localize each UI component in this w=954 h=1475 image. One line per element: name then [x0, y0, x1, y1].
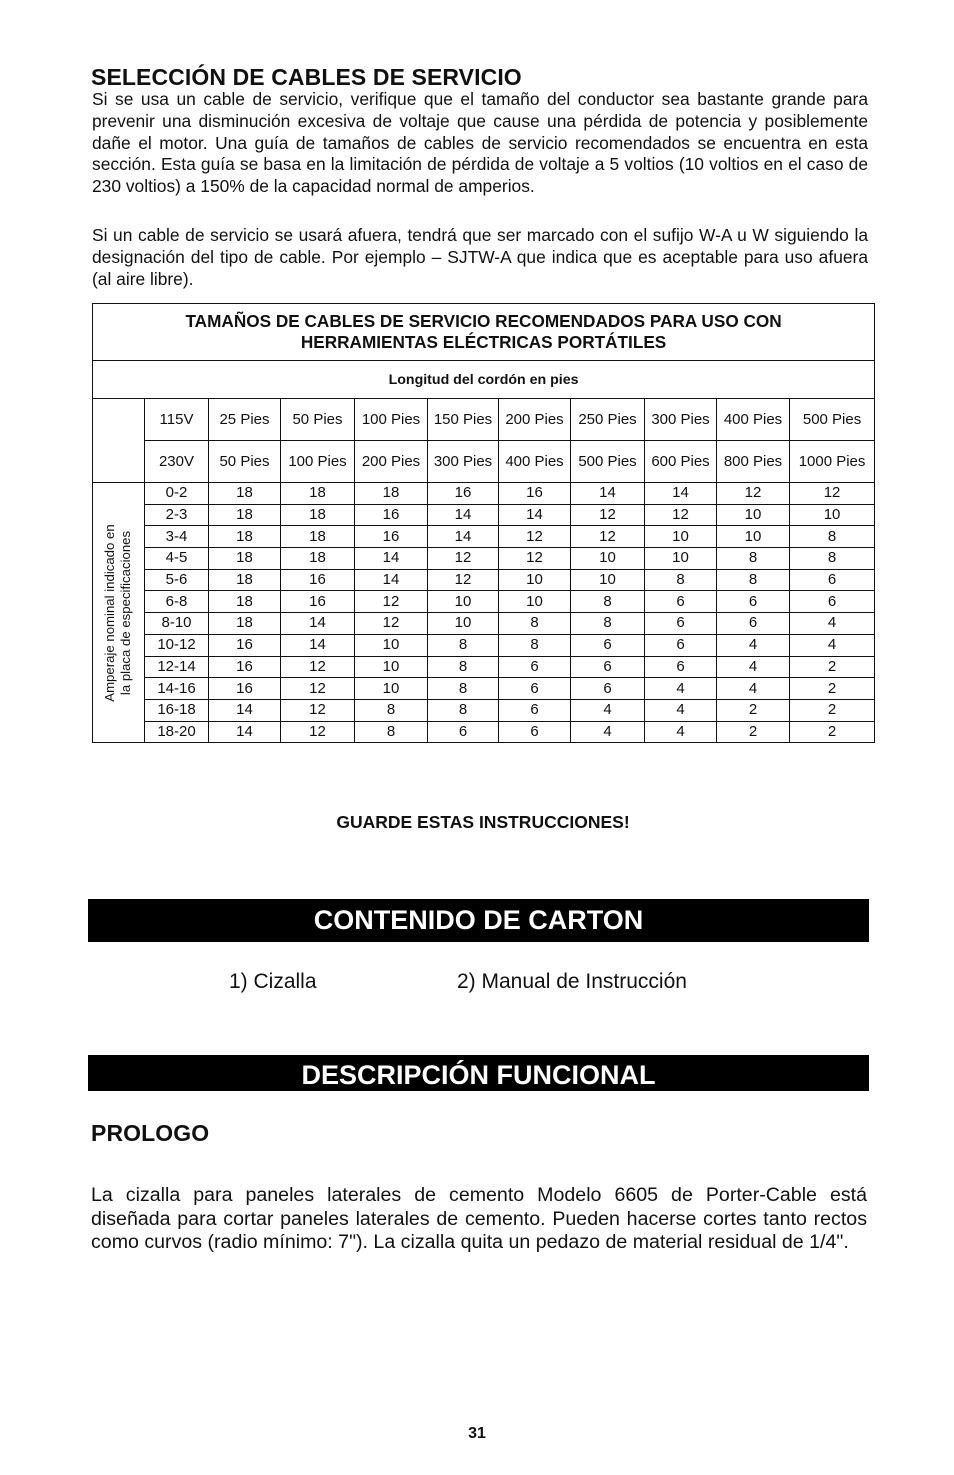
gauge-cell: 8 [571, 591, 645, 613]
gauge-cell: 4 [645, 699, 717, 721]
gauge-cell: 8 [645, 569, 717, 591]
amperage-range-cell: 0-2 [145, 483, 209, 505]
voltage-row-230v [93, 441, 875, 483]
gauge-cell: 16 [499, 483, 571, 505]
gauge-cell: 6 [790, 569, 875, 591]
gauge-cell: 10 [499, 569, 571, 591]
row-115v-length-cell: 100 Pies [355, 399, 428, 441]
gauge-cell: 16 [428, 483, 499, 505]
gauge-cell: 14 [645, 483, 717, 505]
gauge-cell: 12 [281, 721, 355, 743]
gauge-cell: 14 [355, 548, 428, 570]
gauge-cell: 8 [790, 526, 875, 548]
carton-item-1: 1) Cizalla [229, 970, 317, 993]
gauge-cell: 10 [717, 526, 790, 548]
gauge-cell: 10 [355, 656, 428, 678]
row-230v-length-cell: 50 Pies [209, 441, 281, 483]
gauge-cell: 18 [209, 591, 281, 613]
gauge-cell: 8 [571, 613, 645, 635]
amperage-range-cell: 3-4 [145, 526, 209, 548]
gauge-cell: 6 [717, 613, 790, 635]
gauge-cell: 18 [355, 483, 428, 505]
gauge-cell: 14 [209, 699, 281, 721]
amperage-range-cell: 18-20 [145, 721, 209, 743]
amperage-range-cell: 6-8 [145, 591, 209, 613]
gauge-cell: 14 [499, 504, 571, 526]
table-caption-line-2: HERRAMIENTAS ELÉCTRICAS PORTÁTILES [300, 332, 667, 352]
gauge-cell: 8 [717, 548, 790, 570]
gauge-cell: 6 [645, 634, 717, 656]
gauge-cell: 12 [571, 504, 645, 526]
gauge-cell: 6 [499, 656, 571, 678]
gauge-cell: 18 [209, 613, 281, 635]
gauge-cell: 16 [281, 569, 355, 591]
gauge-cell: 12 [717, 483, 790, 505]
gauge-cell: 12 [645, 504, 717, 526]
table-row [93, 569, 875, 591]
row-115v-length-cell: 400 Pies [717, 399, 790, 441]
gauge-cell: 8 [428, 699, 499, 721]
gauge-cell: 4 [645, 678, 717, 700]
gauge-cell: 12 [790, 483, 875, 505]
row-230v-length-cell: 400 Pies [499, 441, 571, 483]
carton-title-bar: CONTENIDO DE CARTON [88, 899, 869, 942]
table-row [93, 656, 875, 678]
table-row [93, 678, 875, 700]
row-230v-length-cell: 800 Pies [717, 441, 790, 483]
gauge-cell: 10 [355, 678, 428, 700]
gauge-cell: 16 [209, 656, 281, 678]
gauge-cell: 12 [428, 569, 499, 591]
gauge-cell: 6 [499, 699, 571, 721]
gauge-cell: 12 [571, 526, 645, 548]
prologo-paragraph: La cizalla para paneles laterales de cemento Modelo 6605 de Porter-Cable está diseñada para cortar paneles laterales de cemento. Pueden hacerse cortes tanto rectos como curvos (radio mínimo: 7"). La cizalla quita un pedazo de material residual de 1/4". [91, 1184, 867, 1253]
gauge-cell: 16 [209, 634, 281, 656]
gauge-cell: 14 [571, 483, 645, 505]
side-label-line-2: la placa de especificaciones [118, 530, 133, 695]
gauge-cell: 18 [281, 526, 355, 548]
row-115v-length-cell: 150 Pies [428, 399, 499, 441]
gauge-cell: 10 [499, 591, 571, 613]
gauge-cell: 6 [645, 591, 717, 613]
gauge-cell: 10 [571, 548, 645, 570]
gauge-cell: 10 [428, 591, 499, 613]
amperage-range-cell: 2-3 [145, 504, 209, 526]
gauge-cell: 10 [571, 569, 645, 591]
gauge-cell: 6 [499, 678, 571, 700]
gauge-cell: 8 [428, 678, 499, 700]
row-115v-length-cell: 25 Pies [209, 399, 281, 441]
gauge-cell: 8 [499, 613, 571, 635]
gauge-cell: 8 [428, 634, 499, 656]
gauge-cell: 6 [645, 656, 717, 678]
amperage-range-cell: 8-10 [145, 613, 209, 635]
gauge-cell: 2 [717, 721, 790, 743]
cords-heading: SELECCIÓN DE CABLES DE SERVICIO [91, 64, 522, 90]
table-row [93, 699, 875, 721]
amperage-range-cell: 10-12 [145, 634, 209, 656]
gauge-cell: 10 [645, 526, 717, 548]
row-230v-length-cell: 600 Pies [645, 441, 717, 483]
row-230v-length-cell: 500 Pies [571, 441, 645, 483]
gauge-cell: 2 [790, 678, 875, 700]
gauge-cell: 8 [355, 699, 428, 721]
gauge-cell: 4 [571, 721, 645, 743]
gauge-cell: 18 [209, 548, 281, 570]
table-row [93, 504, 875, 526]
gauge-cell: 18 [209, 504, 281, 526]
gauge-cell: 18 [281, 548, 355, 570]
gauge-cell: 12 [428, 548, 499, 570]
gauge-cell: 4 [790, 634, 875, 656]
gauge-cell: 18 [209, 483, 281, 505]
gauge-cell: 2 [790, 699, 875, 721]
gauge-cell: 4 [717, 634, 790, 656]
gauge-cell: 6 [717, 591, 790, 613]
gauge-cell: 18 [281, 483, 355, 505]
gauge-cell: 18 [209, 569, 281, 591]
gauge-cell: 14 [209, 721, 281, 743]
gauge-cell: 14 [428, 504, 499, 526]
cords-paragraph-2: Si un cable de servicio se usará afuera, tendrá que ser marcado con el sufijo W-A u W siguiendo la designación del tipo de cable. Por ejemplo – SJTW-A que indica que es aceptable para uso afuera (al aire libre). [92, 225, 868, 289]
blank-corner-cell [93, 399, 145, 483]
row-230v-length-cell: 300 Pies [428, 441, 499, 483]
gauge-cell: 12 [281, 656, 355, 678]
gauge-cell: 2 [790, 721, 875, 743]
row-230v-length-cell: 200 Pies [355, 441, 428, 483]
table-row [93, 613, 875, 635]
gauge-cell: 10 [717, 504, 790, 526]
amperage-range-cell: 16-18 [145, 699, 209, 721]
gauge-cell: 2 [717, 699, 790, 721]
table-row [93, 548, 875, 570]
gauge-cell: 4 [717, 678, 790, 700]
table-caption [93, 304, 875, 361]
gauge-cell: 6 [571, 634, 645, 656]
gauge-cell: 12 [499, 548, 571, 570]
gauge-cell: 14 [281, 634, 355, 656]
gauge-cell: 6 [571, 656, 645, 678]
gauge-cell: 2 [790, 656, 875, 678]
gauge-cell: 6 [428, 721, 499, 743]
prologo-heading: PROLOGO [91, 1120, 210, 1146]
page-number: 31 [468, 1425, 486, 1442]
gauge-cell: 6 [790, 591, 875, 613]
table-row [93, 721, 875, 743]
gauge-cell: 4 [571, 699, 645, 721]
gauge-cell: 4 [645, 721, 717, 743]
gauge-cell: 18 [209, 526, 281, 548]
row-230v-length-cell: 1000 Pies [790, 441, 875, 483]
cords-paragraph-1: Si se usa un cable de servicio, verifique que el tamaño del conductor sea bastante grande para prevenir una disminución excesiva de voltaje que cause una pérdida de potencia y posiblemente dañe el motor. Una guía de tamaños de cables de servicio recomendados se encuentra en esta sección. Esta guía se basa en la limitación de pérdida de voltaje a 5 voltios (10 voltios en el caso de 230 voltios) a 150% de la capacidad normal de amperios. [92, 89, 868, 197]
gauge-cell: 16 [355, 526, 428, 548]
gauge-cell: 8 [717, 569, 790, 591]
gauge-cell: 6 [645, 613, 717, 635]
row-115v-length-cell: 50 Pies [281, 399, 355, 441]
save-instructions-note: GUARDE ESTAS INSTRUCCIONES! [336, 812, 630, 832]
gauge-cell: 12 [355, 613, 428, 635]
row-230v-length-cell: 100 Pies [281, 441, 355, 483]
row-115v-length-cell: 200 Pies [499, 399, 571, 441]
gauge-cell: 18 [281, 504, 355, 526]
functional-title-bar: DESCRIPCIÓN FUNCIONAL [88, 1055, 869, 1091]
gauge-cell: 12 [499, 526, 571, 548]
gauge-cell: 8 [355, 721, 428, 743]
row-115v-length-cell: 300 Pies [645, 399, 717, 441]
gauge-cell: 12 [281, 699, 355, 721]
gauge-cell: 4 [790, 613, 875, 635]
row-115v-length-cell: 500 Pies [790, 399, 875, 441]
cord-size-table [92, 303, 875, 743]
length-header: Longitud del cordón en pies [93, 361, 875, 399]
table-row [93, 634, 875, 656]
amperage-range-cell: 14-16 [145, 678, 209, 700]
gauge-cell: 8 [428, 656, 499, 678]
table-row [93, 591, 875, 613]
side-label-line-1: Amperaje nominal indicado en [102, 523, 117, 702]
table-row [93, 483, 875, 505]
gauge-cell: 4 [717, 656, 790, 678]
gauge-cell: 6 [571, 678, 645, 700]
amperage-rows [93, 483, 875, 743]
table-row [93, 526, 875, 548]
row-115v-voltage-label: 115V [145, 399, 209, 441]
gauge-cell: 10 [790, 504, 875, 526]
carton-item-2: 2) Manual de Instrucción [457, 970, 687, 993]
amperage-side-label [93, 483, 145, 743]
gauge-cell: 10 [355, 634, 428, 656]
gauge-cell: 16 [281, 591, 355, 613]
amperage-range-cell: 12-14 [145, 656, 209, 678]
amperage-range-cell: 4-5 [145, 548, 209, 570]
gauge-cell: 6 [499, 721, 571, 743]
gauge-cell: 16 [355, 504, 428, 526]
gauge-cell: 8 [790, 548, 875, 570]
gauge-cell: 16 [209, 678, 281, 700]
amperage-range-cell: 5-6 [145, 569, 209, 591]
table-caption-line-1: TAMAÑOS DE CABLES DE SERVICIO RECOMENDADOS PARA USO CON [185, 311, 782, 331]
row-115v-length-cell: 250 Pies [571, 399, 645, 441]
gauge-cell: 14 [281, 613, 355, 635]
gauge-cell: 12 [281, 678, 355, 700]
gauge-cell: 8 [499, 634, 571, 656]
gauge-cell: 10 [645, 548, 717, 570]
voltage-row-115v [93, 399, 875, 441]
gauge-cell: 10 [428, 613, 499, 635]
row-230v-voltage-label: 230V [145, 441, 209, 483]
gauge-cell: 12 [355, 591, 428, 613]
gauge-cell: 14 [428, 526, 499, 548]
gauge-cell: 14 [355, 569, 428, 591]
